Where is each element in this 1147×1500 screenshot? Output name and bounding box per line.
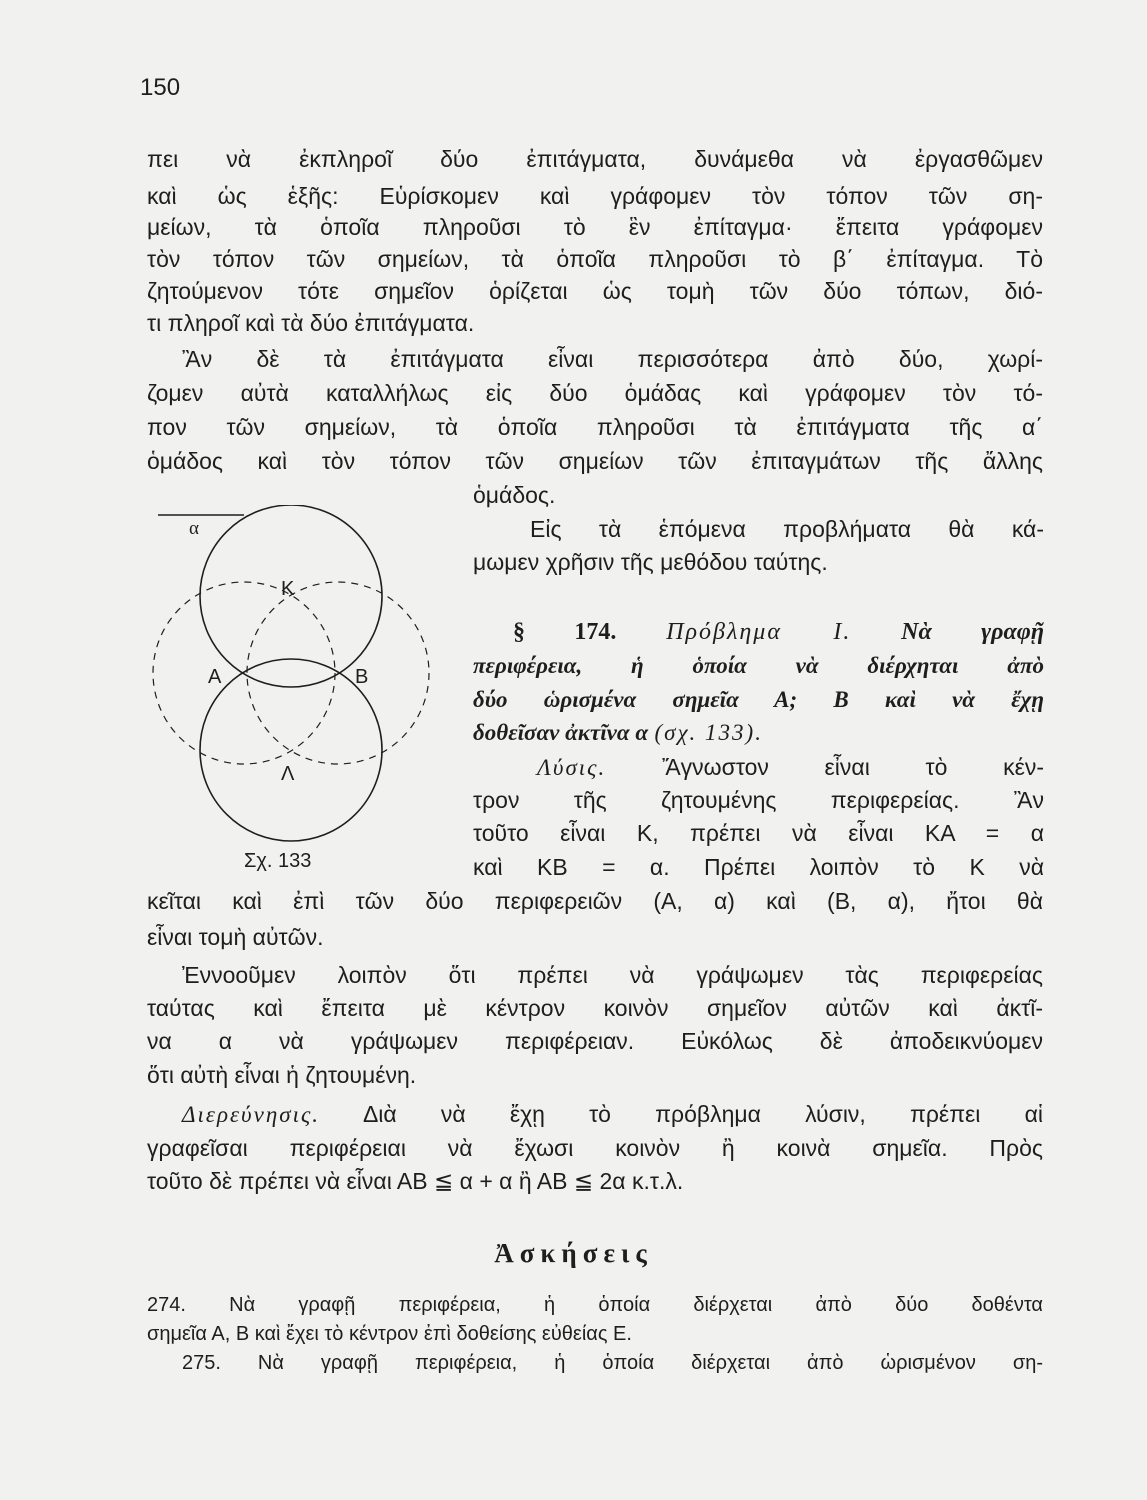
text-line: καὶ ὡς ἑξῆς: Εὑρίσκομεν καὶ γράφομεν τὸν τόπον τῶν ση- <box>147 183 1043 209</box>
exercise-line: 275. Νὰ γραφῇ περιφέρεια, ἡ ὁποία διέρχεται ἀπὸ ὡρισμένον ση- <box>182 1352 1043 1374</box>
solution-text: Ἄγνωστον εἶναι τὸ κέν- <box>661 754 1044 780</box>
solution-line: τρον τῆς ζητουμένης περιφερείας. Ἂν <box>473 787 1044 813</box>
figure-caption: Σχ. 133 <box>244 850 312 872</box>
page-number: 150 <box>140 74 181 101</box>
text-line: ζητούμενον τότε σημεῖον ὁρίζεται ὡς τομὴ τῶν δύο τόπων, διό- <box>147 278 1043 304</box>
text-line: ὅτι αὐτὴ εἶναι ἡ ζητουμένη. <box>147 1062 417 1088</box>
text-line: Ἂν δὲ τὰ ἐπιτάγματα εἶναι περισσότερα ἀπὸ δύο, χωρί- <box>182 346 1043 372</box>
problem-label: Πρόβλημα Ι. <box>666 619 852 645</box>
text-line: ταύτας καὶ ἔπειτα μὲ κέντρον κοινὸν σημεῖον αὐτῶν καὶ ἀκτῖ- <box>147 995 1043 1021</box>
text-line: τὸν τόπον τῶν σημείων, τὰ ὁποῖα πληροῦσι τὸ β΄ ἐπίταγμα. Τὸ <box>147 246 1043 272</box>
discussion-line <box>182 1103 1043 1126</box>
text-line: εἶναι τομὴ αὐτῶν. <box>147 924 324 950</box>
discussion-text: Διὰ νὰ ἔχῃ τὸ πρόβλημα λύσιν, πρέπει αἱ <box>362 1101 1043 1127</box>
exercise-line: σημεῖα Α, Β καὶ ἔχει τὸ κέντρον ἐπὶ δοθείσης εὐθείας Ε. <box>147 1323 632 1345</box>
discussion-line: γραφεῖσαι περιφέρειαι νὰ ἔχωσι κοινὸν ἢ κοινὰ σημεῖα. Πρὸς <box>147 1135 1043 1161</box>
solution-line: τοῦτο εἶναι Κ, πρέπει νὰ εἶναι ΚΑ = α <box>473 820 1044 846</box>
segment-a-label: α <box>189 518 199 539</box>
point-l-label: Λ <box>281 763 295 785</box>
point-k-label: Κ <box>281 578 295 600</box>
problem-title: δοθεῖσαν ἀκτῖνα α <box>473 720 649 745</box>
solution-line: καὶ ΚΒ = α. Πρέπει λοιπὸν τὸ Κ νὰ <box>473 854 1044 880</box>
exercises-heading: Ἀσκήσεις <box>494 1238 653 1268</box>
text-line: πει νὰ ἐκπληροῖ δύο ἐπιτάγματα, δυνάμεθα νὰ ἐργασθῶμεν <box>147 146 1043 172</box>
solution-label: Λύσις. <box>537 755 607 780</box>
text-line: μωμεν χρῆσιν τῆς μεθόδου ταύτης. <box>473 549 828 575</box>
discussion-label: Διερεύνησις. <box>182 1102 321 1127</box>
problem-title: Νὰ γραφῇ <box>901 619 1045 645</box>
problem-title-line: περιφέρεια, ἡ ὁποία νὰ διέρχηται ἀπὸ <box>473 653 1044 678</box>
text-line: να α νὰ γράψωμεν περιφέρειαν. Εὐκόλως δὲ ἀποδεικνύομεν <box>147 1028 1043 1054</box>
exercise-line: 274. Νὰ γραφῇ περιφέρεια, ἡ ὁποία διέρχεται ἀπὸ δύο δοθέντα <box>147 1294 1043 1316</box>
text-line: ὁμάδος. <box>473 482 556 508</box>
text-line: κεῖται καὶ ἐπὶ τῶν δύο περιφερειῶν (Α, α) καὶ (Β, α), ἤτοι θὰ <box>147 888 1043 914</box>
solution-line <box>537 756 1044 779</box>
problem-heading <box>513 620 1044 644</box>
point-b-label: Β <box>355 666 369 688</box>
text-line: ὁμάδος καὶ τὸν τόπον τῶν σημείων τῶν ἐπιταγμάτων τῆς ἄλλης <box>147 448 1043 474</box>
section-number: § 174. <box>513 619 617 645</box>
problem-title-line <box>473 721 1044 744</box>
point-a-label: Α <box>208 666 222 688</box>
discussion-line: τοῦτο δὲ πρέπει νὰ εἶναι ΑΒ ≦ α + α ἢ ΑΒ ≦ 2α κ.τ.λ. <box>147 1168 684 1194</box>
text-line: μείων, τὰ ὁποῖα πληροῦσι τὸ ἓν ἐπίταγμα· ἔπειτα γράφομεν <box>147 214 1043 240</box>
problem-title-line: δύο ὡρισμένα σημεῖα Α; Β καὶ νὰ ἔχῃ <box>473 687 1044 712</box>
text-line: Ἐννοοῦμεν λοιπὸν ὅτι πρέπει νὰ γράψωμεν τὰς περιφερείας <box>182 962 1043 988</box>
text-line: ζομεν αὐτὰ καταλλήλως εἰς δύο ὁμάδας καὶ γράφομεν τὸν τό- <box>147 380 1043 406</box>
figure-reference: (σχ. 133). <box>654 720 763 745</box>
text-line: πον τῶν σημείων, τὰ ὁποῖα πληροῦσι τὰ ἐπιτάγματα τῆς α΄ <box>147 414 1043 440</box>
text-line: Εἰς τὰ ἑπόμενα προβλήματα θὰ κά- <box>530 516 1044 542</box>
figure-133 <box>150 505 450 855</box>
text-line: τι πληροῖ καὶ τὰ δύο ἐπιτάγματα. <box>147 310 475 336</box>
